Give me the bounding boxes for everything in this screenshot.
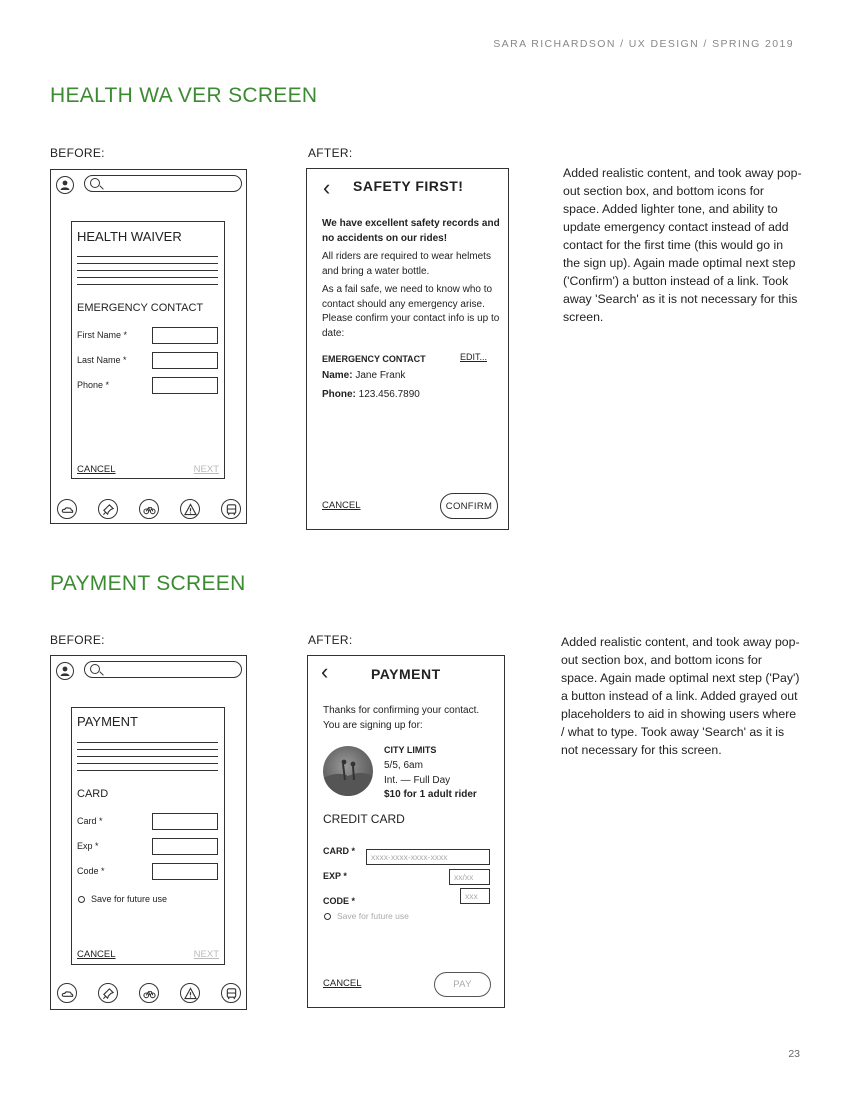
ride-photo <box>323 746 373 796</box>
search-icon <box>90 178 100 188</box>
cancel-link[interactable]: CANCEL <box>323 978 362 989</box>
text-line <box>77 742 218 743</box>
search-icon <box>90 664 100 674</box>
code-input[interactable]: xxx <box>460 888 490 904</box>
cancel-link[interactable]: CANCEL <box>77 464 116 475</box>
phone-value: 123.456.7890 <box>358 389 420 400</box>
first-name-input[interactable] <box>152 327 218 344</box>
credit-card-heading: CREDIT CARD <box>323 812 405 826</box>
payment-title: PAYMENT <box>77 714 138 729</box>
before-label: BEFORE: <box>50 633 105 647</box>
safety-paragraph-1: We have excellent safety records and no accidents on our rides! <box>322 218 500 244</box>
text-line <box>77 270 218 271</box>
back-chevron-icon[interactable]: ‹ <box>323 175 331 200</box>
code-label: Code * <box>77 866 105 876</box>
card-input[interactable]: xxxx-xxxx-xxxx-xxxx <box>366 849 490 865</box>
card-label: Card * <box>77 816 103 826</box>
code-label: CODE * <box>323 896 356 906</box>
next-link[interactable]: NEXT <box>193 949 219 960</box>
text-line <box>77 263 218 264</box>
payment-popout-box <box>71 707 225 965</box>
emergency-contact-heading: EMERGENCY CONTACT <box>322 354 426 364</box>
after-label: AFTER: <box>308 633 353 647</box>
before-phone-health <box>50 169 247 524</box>
safety-paragraph-2: All riders are required to wear helmets and bring a water bottle. <box>322 251 491 277</box>
waiver-title: HEALTH WAIVER <box>77 229 182 244</box>
ride-level: Int. — Full Day <box>384 775 451 786</box>
pin-icon[interactable] <box>98 499 118 519</box>
last-name-label: Last Name * <box>77 355 127 365</box>
exp-label: EXP * <box>323 871 347 881</box>
after-phone-health <box>306 168 509 530</box>
name-value: Jane Frank <box>355 370 406 381</box>
bike-icon[interactable] <box>139 983 159 1003</box>
code-input[interactable] <box>152 863 218 880</box>
text-line <box>77 756 218 757</box>
before-label: BEFORE: <box>50 146 105 160</box>
phone-input[interactable] <box>152 377 218 394</box>
before-phone-payment <box>50 655 247 1010</box>
first-name-label: First Name * <box>77 330 128 340</box>
screen-title: SAFETY FIRST! <box>353 178 464 194</box>
text-line <box>77 749 218 750</box>
text-line <box>77 277 218 278</box>
payment-description: Added realistic content, and took away pop-out section box, and bottom icons for space. Again made optimal next step ('Pay') a button instead of a link. Added grayed out placeholders to aid in showing users where / what to type. Took away 'Search' as it is not necessary for this screen. <box>561 635 800 757</box>
page-number: 23 <box>788 1048 800 1060</box>
pin-icon[interactable] <box>98 983 118 1003</box>
cancel-link[interactable]: CANCEL <box>322 500 361 511</box>
next-link[interactable]: NEXT <box>193 464 219 475</box>
card-input[interactable] <box>152 813 218 830</box>
edit-link[interactable]: EDIT... <box>460 352 488 362</box>
save-radio[interactable] <box>324 913 331 920</box>
waiver-popout-box <box>71 221 225 479</box>
section-title-payment: PAYMENT SCREEN <box>50 572 246 595</box>
health-description: Added realistic content, and took away pop-out section box, and bottom icons for space. Added lighter tone, and ability to update emergency contact instead of add contact for the first time (this would go in the sign up). Again made optimal next step ('Confirm') a button instead of a link. Took away 'Search' as it is not necessary for this screen. <box>563 166 802 324</box>
name-label: Name: <box>322 370 353 381</box>
pay-button[interactable]: PAY <box>434 972 491 997</box>
text-line <box>77 770 218 771</box>
card-label: CARD * <box>323 846 356 856</box>
confirm-button[interactable]: CONFIRM <box>440 493 498 519</box>
page-header: SARA RICHARDSON / UX DESIGN / SPRING 2019 <box>493 38 794 50</box>
emergency-contact-heading: EMERGENCY CONTACT <box>77 302 204 314</box>
exp-input[interactable] <box>152 838 218 855</box>
section-title-health: HEALTH WA VER SCREEN <box>50 84 318 107</box>
exp-label: Exp * <box>77 841 99 851</box>
ride-date: 5/5, 6am <box>384 760 423 771</box>
save-label: Save for future use <box>91 894 168 904</box>
exp-input[interactable]: xx/xx <box>449 869 490 885</box>
screen-title: PAYMENT <box>371 666 441 682</box>
ride-name: CITY LIMITS <box>384 745 437 755</box>
warning-icon[interactable] <box>180 499 200 519</box>
text-line <box>77 763 218 764</box>
text-line <box>77 284 218 285</box>
after-label: AFTER: <box>308 146 353 160</box>
weather-icon[interactable] <box>57 983 77 1003</box>
cancel-link[interactable]: CANCEL <box>77 949 116 960</box>
phone-label: Phone * <box>77 380 110 390</box>
save-radio[interactable] <box>78 896 85 903</box>
bike-icon[interactable] <box>139 499 159 519</box>
profile-icon[interactable] <box>56 662 74 680</box>
back-chevron-icon[interactable]: ‹ <box>321 659 329 684</box>
warning-icon[interactable] <box>180 983 200 1003</box>
search-input[interactable] <box>84 175 242 192</box>
weather-icon[interactable] <box>57 499 77 519</box>
text-line <box>77 256 218 257</box>
after-phone-payment <box>307 655 505 1008</box>
intro-text: Thanks for confirming your contact. You are signing up for: <box>323 705 480 731</box>
bus-icon[interactable] <box>221 983 241 1003</box>
last-name-input[interactable] <box>152 352 218 369</box>
phone-label: Phone: <box>322 389 356 400</box>
contact-phone-row <box>322 388 420 403</box>
bus-icon[interactable] <box>221 499 241 519</box>
safety-paragraph-3: As a fail safe, we need to know who to contact should any emergency arise. Please confirm your contact info is up to date: <box>322 284 500 339</box>
profile-icon[interactable] <box>56 176 74 194</box>
save-label: Save for future use <box>337 911 409 921</box>
card-heading: CARD <box>77 788 109 800</box>
search-input[interactable] <box>84 661 242 678</box>
ride-price: $10 for 1 adult rider <box>384 789 477 800</box>
contact-name-row <box>322 369 405 384</box>
